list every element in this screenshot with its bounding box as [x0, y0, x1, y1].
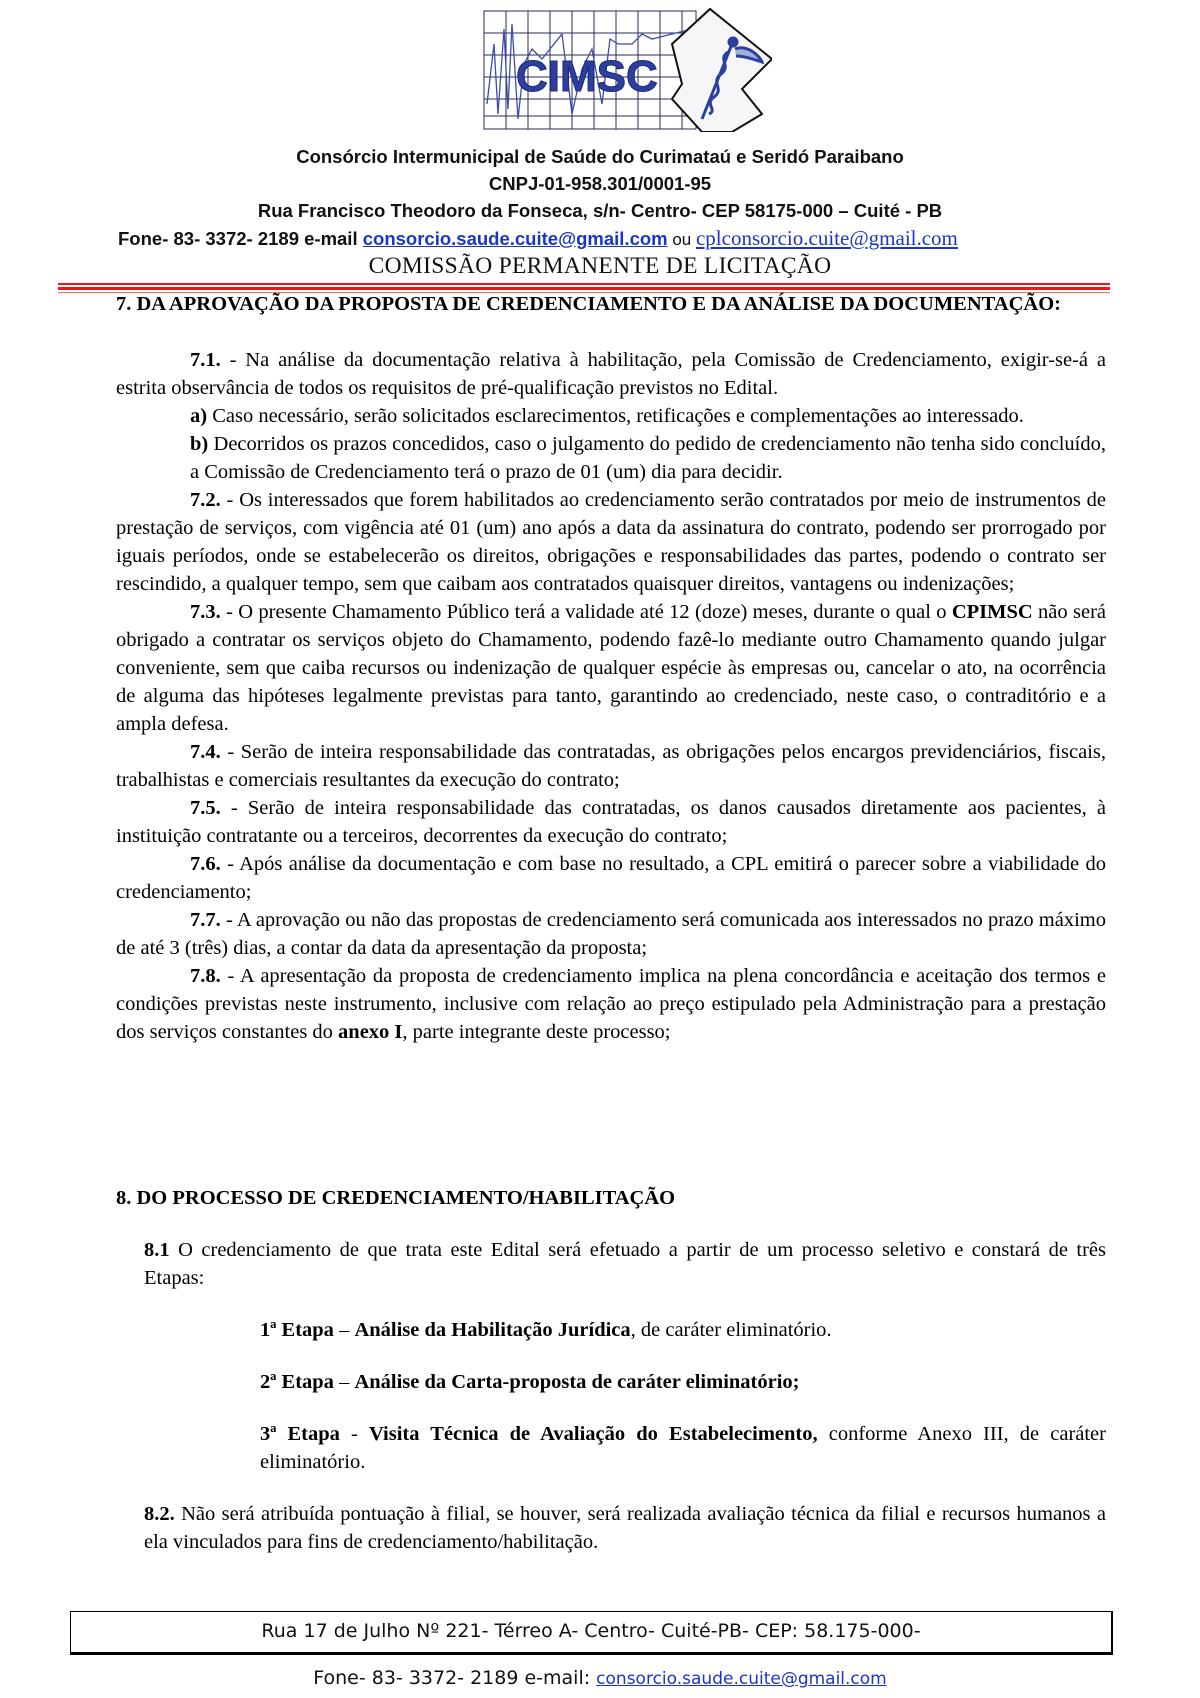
- clause-text: , parte integrante deste processo;: [402, 1021, 671, 1043]
- section-8: [116, 1184, 1106, 1556]
- clause-number: 7.6.: [190, 853, 221, 875]
- clause-text: O credenciamento de que trata este Edital será efetuado a partir de um processo seletivo e constará de três Etapas:: [144, 1239, 1106, 1289]
- separator: –: [333, 1371, 355, 1393]
- contact-line: [118, 226, 958, 251]
- clause-number: 7.7.: [190, 909, 221, 931]
- clause-7-2: [116, 486, 1106, 598]
- clause-text: não será obrigado a contratar os serviços objeto do Chamamento, podendo fazê-lo mediante outro Chamamento quando julgar conveniente, sem que caiba recursos ou indenização de qualquer espécie às empresas ou, cancelar o ato, na ocorrência de alguma das hipóteses legalmente previstas para tanto, garantindo ao credenciado, neste caso, o contraditório e a ampla defesa.: [116, 601, 1106, 735]
- etapa-2: [116, 1368, 1106, 1396]
- clause-number: 8.2.: [144, 1503, 175, 1525]
- clause-7-7: [116, 906, 1106, 962]
- ecg-grid-logo-icon: [432, 4, 772, 132]
- or-separator: ou: [667, 230, 696, 249]
- footer-contact: [0, 1667, 1200, 1689]
- clause-7-1: [116, 346, 1106, 402]
- section-7-title: 7. DA APROVAÇÃO DA PROPOSTA DE CREDENCIAMENTO E DA ANÁLISE DA DOCUMENTAÇÃO:: [116, 293, 1062, 315]
- separator: -: [339, 1423, 369, 1445]
- clause-number: 7.2.: [190, 489, 221, 511]
- org-name: Consórcio Intermunicipal de Saúde do Curimataú e Seridó Paraibano: [296, 146, 904, 167]
- clause-number: 7.4.: [190, 741, 221, 763]
- email-link-cpl[interactable]: cplconsorcio.cuite@gmail.com: [695, 226, 958, 250]
- clause-text: - Os interessados que forem habilitados ao credenciamento serão contratados por meio de instrumentos de prestação de serviços, com vigência até 01 (um) ano após a data da assinatura do contrato, podendo ser prorrogado por iguais períodos, onde se estabelecerão os direitos, obrigações e responsabilidades das partes, podendo o contrato ser rescindido, a qualquer tempo, sem que caibam aos contratados quaisquer direitos, vantagens ou indenizações;: [116, 489, 1106, 595]
- clause-number: b): [190, 433, 209, 455]
- etapa-3: [116, 1420, 1106, 1476]
- clause-7-1-a: [116, 402, 1106, 430]
- email-link-primary[interactable]: consorcio.saude.cuite@gmail.com: [362, 228, 668, 249]
- etapa-label: 3ª Etapa: [260, 1423, 340, 1445]
- clause-text: - Na análise da documentação relativa à habilitação, pela Comissão de Credenciamento, exigir-se-á a estrita observância de todos os requisitos de pré-qualificação previstos no Edital.: [116, 349, 1106, 399]
- annex-reference: anexo I: [338, 1021, 403, 1043]
- clause-text: - A apresentação da proposta de credenciamento implica na plena concordância e aceitação dos termos e condições previstas neste instrumento, inclusive com relação ao preço estipulado pela Administração para a prestação dos serviços constantes do: [116, 965, 1106, 1043]
- clause-number: 7.3.: [190, 601, 221, 623]
- svg-text:CIMSC: CIMSC: [516, 52, 658, 101]
- clause-number: 8.1: [144, 1239, 170, 1261]
- footer-address-box: [70, 1611, 1113, 1655]
- clause-7-8: [116, 962, 1106, 1046]
- etapa-text: , de caráter eliminatório.: [630, 1319, 832, 1341]
- etapa-title: Visita Técnica de Avaliação do Estabelecimento,: [368, 1423, 818, 1445]
- section-8-title: 8. DO PROCESSO DE CREDENCIAMENTO/HABILITAÇÃO: [116, 1187, 676, 1209]
- clause-text: - A aprovação ou não das propostas de credenciamento será comunicada aos interessados no prazo máximo de até 3 (três) dias, a contar da data da apresentação da proposta;: [116, 909, 1106, 959]
- section-7: [116, 290, 1106, 1046]
- clause-text: Caso necessário, serão solicitados esclarecimentos, retificações e complementações ao interessado.: [207, 405, 1024, 427]
- org-acronym: CPIMSC: [951, 601, 1033, 623]
- footer-address: Rua 17 de Julho Nº 221- Térreo A- Centro- Cuité-PB- CEP: 58.175-000-: [261, 1620, 921, 1642]
- clause-8-1: [116, 1236, 1106, 1292]
- commission-title: COMISSÃO PERMANENTE DE LICITAÇÃO: [368, 253, 832, 279]
- etapa-label: 1ª Etapa: [260, 1319, 334, 1341]
- cnpj: CNPJ-01-958.301/0001-95: [488, 173, 712, 194]
- separator: –: [333, 1319, 355, 1341]
- etapa-title: Análise da Carta-proposta de caráter eliminatório;: [354, 1371, 800, 1393]
- org-address: Rua Francisco Theodoro da Fonseca, s/n- Centro- CEP 58175-000 – Cuité - PB: [257, 200, 943, 221]
- clause-text: - Serão de inteira responsabilidade das contratadas, os danos causados diretamente aos pacientes, à instituição contratante ou a terceiros, decorrentes da execução do contrato;: [116, 797, 1106, 847]
- clause-7-6: [116, 850, 1106, 906]
- etapa-title: Análise da Habilitação Jurídica: [354, 1319, 631, 1341]
- footer-email-link[interactable]: consorcio.saude.cuite@gmail.com: [596, 1669, 887, 1689]
- clause-text: Decorridos os prazos concedidos, caso o julgamento do pedido de credenciamento não tenha sido concluído, a Comissão de Credenciamento terá o prazo de 01 (um) dia para decidir.: [190, 433, 1106, 483]
- etapa-1: [116, 1316, 1106, 1344]
- clause-7-4: [116, 738, 1106, 794]
- clause-number: a): [190, 405, 208, 427]
- clause-number: 7.5.: [190, 797, 221, 819]
- etapa-text: conforme Anexo III, de caráter eliminatório.: [260, 1423, 1106, 1473]
- phone-label: Fone- 83- 3372- 2189 e-mail: [118, 228, 363, 249]
- clause-7-3: [116, 598, 1106, 738]
- clause-7-5: [116, 794, 1106, 850]
- etapa-label: 2ª Etapa: [260, 1371, 334, 1393]
- clause-number: 7.8.: [190, 965, 221, 987]
- clause-text: Não será atribuída pontuação à filial, se houver, será realizada avaliação técnica da filial e recursos humanos a ela vinculados para fins de credenciamento/habilitação.: [144, 1503, 1106, 1553]
- cimsc-logo: [432, 4, 772, 132]
- clause-7-1-b: [116, 430, 1106, 486]
- clause-text: - Após análise da documentação e com base no resultado, a CPL emitirá o parecer sobre a viabilidade do credenciamento;: [116, 853, 1106, 903]
- clause-text: - Serão de inteira responsabilidade das contratadas, as obrigações pelos encargos previdenciários, fiscais, trabalhistas e comerciais resultantes da execução do contrato;: [116, 741, 1106, 791]
- clause-number: 7.1.: [190, 349, 221, 371]
- clause-text: - O presente Chamamento Público terá a validade até 12 (doze) meses, durante o qual o: [220, 601, 952, 623]
- header-rule: [58, 283, 1110, 285]
- footer-phone-label: Fone- 83- 3372- 2189 e-mail:: [313, 1667, 597, 1689]
- clause-8-2: [116, 1500, 1106, 1556]
